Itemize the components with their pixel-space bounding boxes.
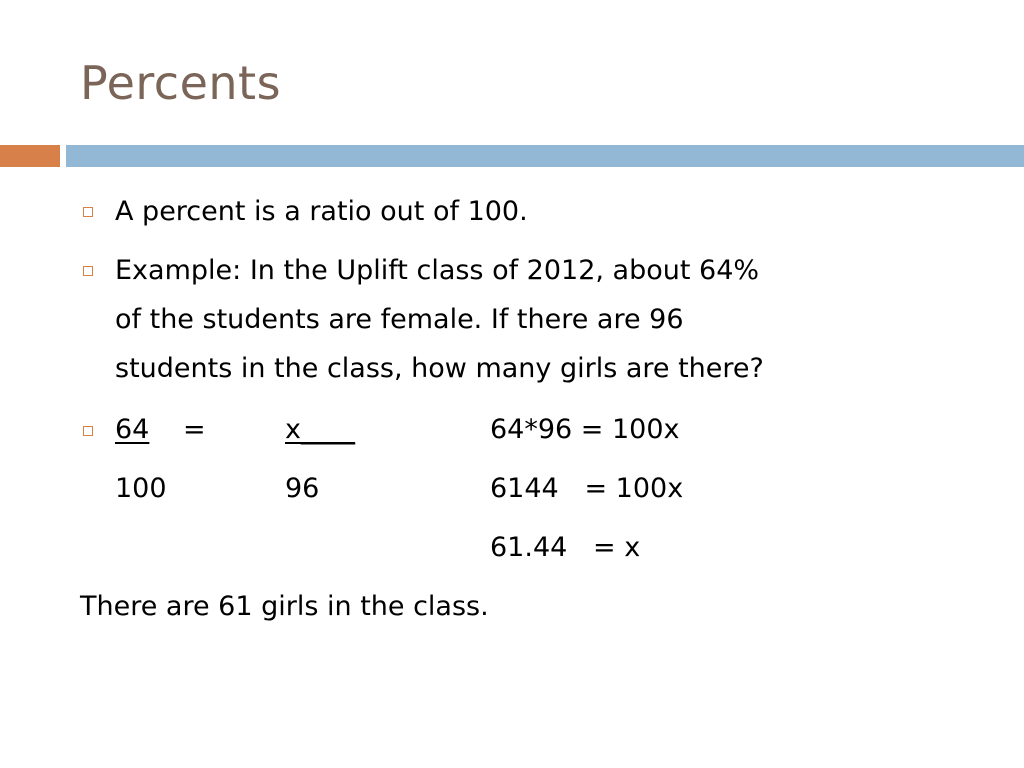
example-line-3: students in the class, how many girls are there?: [115, 353, 764, 384]
proportion-denominator-left: 100: [115, 473, 167, 504]
slide-title: Percents: [80, 56, 282, 110]
example-line-1: Example: In the Uplift class of 2012, about 64%: [115, 255, 760, 286]
proportion-numerator-right: x____: [285, 414, 355, 445]
title-divider-bar: [66, 145, 1024, 167]
proportion-numerator-left: 64: [115, 414, 150, 445]
square-bullet-icon: [83, 207, 93, 217]
solution-step-1: 64*96 = 100x: [490, 414, 680, 445]
solution-step-2: 6144 = 100x: [490, 473, 684, 504]
title-accent-bar: [0, 145, 60, 167]
square-bullet-icon: [83, 266, 93, 276]
proportion-denominator-right: 96: [285, 473, 320, 504]
solution-step-3: 61.44 = x: [490, 532, 641, 563]
square-bullet-icon: [83, 426, 93, 436]
bullet-text-definition: A percent is a ratio out of 100.: [115, 196, 528, 227]
example-line-2: of the students are female. If there are 96: [115, 304, 684, 335]
proportion-equals: =: [183, 414, 206, 445]
conclusion-text: There are 61 girls in the class.: [80, 591, 489, 622]
